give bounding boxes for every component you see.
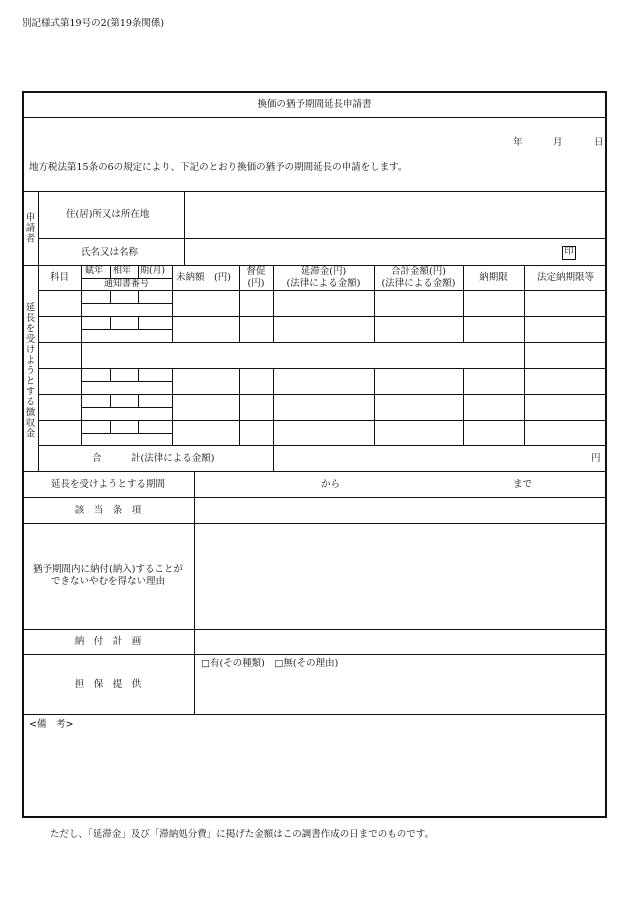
col-demand-fee-unit: (円) (247, 278, 265, 289)
divider (81, 407, 172, 408)
divider (81, 329, 172, 330)
col-delinquent-note: (法律による金額) (286, 278, 361, 289)
divider (22, 714, 607, 715)
divider (38, 290, 607, 291)
divider (194, 471, 195, 714)
divider (38, 368, 607, 369)
divider (138, 394, 139, 407)
divider (38, 342, 607, 343)
total-label: 合 (92, 453, 102, 464)
divider (81, 265, 82, 445)
divider (374, 368, 375, 445)
col-subject: 科目 (50, 272, 70, 283)
divider (110, 394, 111, 407)
period-from: から (321, 479, 341, 490)
divider (138, 316, 139, 329)
col-demand-fee: 督促 (246, 266, 266, 277)
divider (22, 629, 607, 630)
divider (38, 445, 607, 446)
collateral-options: □有(その種類) □無(その理由) (201, 658, 339, 669)
divider (110, 290, 111, 303)
reason-label: 猶予期間内に納付(納入)することが (33, 564, 183, 575)
collateral-label: 担 保 提 供 (74, 679, 142, 690)
divider (110, 265, 111, 278)
divider (138, 368, 139, 381)
divider (38, 394, 607, 395)
reason-label-cont: できないやむを得ない理由 (50, 576, 165, 587)
divider (184, 191, 185, 265)
seal-mark: 印 (562, 246, 576, 260)
divider (172, 265, 173, 342)
divider (239, 368, 240, 445)
divider (38, 238, 607, 239)
divider (110, 420, 111, 433)
total-label-note: 計(法律による金額) (131, 453, 215, 464)
divider (81, 433, 172, 434)
intro-statement: 地方税法第15条の6の規定により、下記のとおり換価の猶予の期間延長の申請をします。 (29, 162, 408, 173)
divider (273, 368, 274, 471)
col-delinquent: 延滞金(円) (300, 266, 347, 277)
date-day-label: 日 (594, 137, 604, 148)
collection-side-label: 延長を受けようとする徴収金 (23, 302, 35, 439)
divider (22, 523, 607, 524)
payment-plan-label: 納 付 計 画 (74, 636, 142, 647)
col-deadline: 納期限 (479, 272, 508, 283)
divider (138, 420, 139, 433)
col-total-note: (法律による金額) (381, 278, 456, 289)
col-notice-number: 通知書番号 (103, 279, 149, 289)
divider (38, 420, 607, 421)
form-number-note: 別記様式第19号の2(第19条関係) (22, 18, 165, 29)
divider (524, 265, 525, 445)
divider (172, 368, 173, 445)
divider (138, 290, 139, 303)
divider (22, 654, 607, 655)
divider (110, 368, 111, 381)
form-title: 換価の猶予期間延長申請書 (257, 99, 372, 110)
col-unpaid: 未納額 (円) (176, 272, 231, 283)
divider (22, 117, 607, 118)
address-label: 住(居)所又は所在地 (66, 209, 150, 220)
divider (38, 316, 607, 317)
applicant-side-label: 申請者 (23, 212, 35, 244)
date-month-label: 月 (553, 137, 563, 148)
col-period: 期(月) (140, 266, 166, 276)
divider (22, 191, 607, 192)
clause-label: 該 当 条 項 (74, 505, 142, 516)
col-total: 合計金額(円) (391, 266, 446, 277)
total-unit: 円 (591, 453, 601, 464)
remarks-label: <備 考> (29, 719, 74, 730)
period-to: まで (513, 479, 533, 490)
col-relevant-year: 相年 (113, 266, 132, 276)
divider (463, 368, 464, 445)
application-form (22, 91, 607, 818)
divider (138, 265, 139, 278)
col-fiscal-year: 賦年 (85, 266, 104, 276)
footer-note: ただし、「延滞金」及び「滞納処分費」に掲げた金額はこの調書作成の日までのものです。 (50, 829, 434, 840)
extension-period-label: 延長を受けようとする期間 (50, 479, 165, 490)
divider (38, 191, 39, 471)
name-label: 氏名又は名称 (81, 247, 139, 258)
date-year-label: 年 (513, 137, 523, 148)
divider (22, 471, 607, 472)
divider (81, 303, 172, 304)
divider (22, 497, 607, 498)
col-legal-deadline: 法定納期限等 (536, 272, 594, 283)
divider (81, 381, 172, 382)
divider (110, 316, 111, 329)
